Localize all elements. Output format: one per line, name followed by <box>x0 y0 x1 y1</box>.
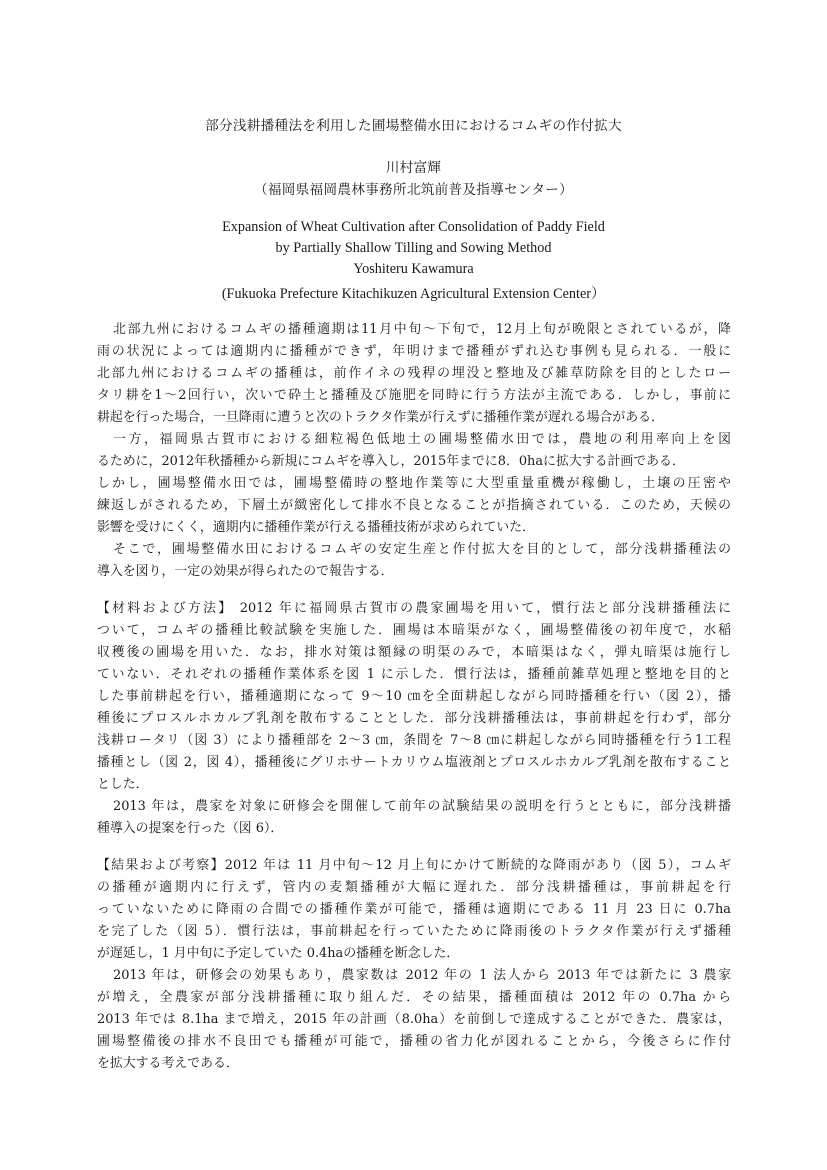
intro-line: しかし，圃場整備水田では，圃場整備時の整地作業等に大型重量重機が稼働し，土壌の圧密や <box>97 476 731 491</box>
results-line: 2013 年では 8.1ha まで増え，2015 年の計画（8.0ha）を前倒しで達成することができた．農家は， <box>97 1012 731 1027</box>
methods-line: 【材料および方法】 2012 年に福岡県古賀市の農家圃場を用いて，慣行法と部分浅耕播種法に <box>97 601 731 616</box>
intro-line: そこで，圃場整備水田におけるコムギの安定生産と作付拡大を目的として，部分浅耕播種法の <box>113 542 731 557</box>
paper-title-en-line-2: by Partially Shallow Tilling and Sowing Method <box>275 240 552 256</box>
results-line: 2013 年は，研修会の効果もあり，農家数は 2012 年の 1 法人から 2013 年では新たに 3 農家 <box>113 968 731 983</box>
results-line: が遅延し，1 月中旬に予定していた 0.4haの播種を断念した． <box>97 946 460 961</box>
results-line: の播種が適期内に行えず，管内の麦類播種が大幅に遅れた．部分浅耕播種は，事前耕起を行 <box>97 880 731 895</box>
methods-line: ていない．それぞれの播種作業体系を図 1 に示した．慣行法は，播種前雑草処理と整地を目的と <box>97 667 731 682</box>
affiliation-ja: （福岡県福岡農林事務所北筑前普及指導センター） <box>253 182 573 198</box>
results-line: が増え，全農家が部分浅耕播種に取り組んだ．その結果，播種面積は 2012 年の 0.7ha から <box>97 990 731 1005</box>
affiliation-en: (Fukuoka Prefecture Kitachikuzen Agricultural Extension Center） <box>221 286 606 302</box>
methods-line: 浅耕ロータリ（図 3）により播種部を 2～3 ㎝，条間を 7～8 ㎝に耕起しながら同時播種を行う1工程 <box>97 733 731 748</box>
intro-line: 耕起を行った場合，一旦降雨に遭うと次のトラクタ作業が行えずに播種作業が遅れる場合がある． <box>97 410 664 425</box>
intro-line: 北部九州におけるコムギの播種適期は11月中旬～下旬で，12月上旬が晩限とされているが，降 <box>113 322 731 337</box>
methods-line: 種後にプロスルホカルブ乳剤を散布することとした．部分浅耕播種法は，事前耕起を行わず，部分 <box>97 711 731 726</box>
paper-title-ja: 部分浅耕播種法を利用した圃場整備水田におけるコムギの作付拡大 <box>205 118 622 134</box>
intro-line: 影響を受けにくく，適期内に播種作業が行える播種技術が求められていた． <box>97 520 536 535</box>
methods-line: 2013 年は，農家を対象に研修会を開催して前年の試験結果の説明を行うとともに，部分浅耕播 <box>113 799 731 814</box>
methods-line: ついて，コムギの播種比較試験を実施した．圃場は本暗渠がなく，圃場整備後の初年度で，水稲 <box>97 623 731 638</box>
paper-title-en-line-1: Expansion of Wheat Cultivation after Consolidation of Paddy Field <box>222 219 605 235</box>
intro-line: 導入を図り，一定の効果が得られたので報告する． <box>97 564 394 579</box>
results-line: 【結果および考察】2012 年は 11 月中旬～12 月上旬にかけて断続的な降雨があり（図 5），コムギ <box>97 858 731 873</box>
methods-line: 収穫後の圃場を用いた．なお，排水対策は額縁の明渠のみで，本暗渠はなく，弾丸暗渠は施行し <box>97 645 731 660</box>
results-line: っていないために降雨の合間での播種作業が可能で，播種は適期にである 11 月 23 日に 0.7ha <box>97 902 731 917</box>
intro-line: るために，2012年秋播種から新規にコムギを導入し，2015年までに8．0haに拡大する計画である． <box>97 454 685 469</box>
results-line: 圃場整備後の排水不良田でも播種が可能で，播種の省力化が図れることから，今後さらに作付 <box>97 1034 731 1049</box>
intro-line: 一方，福岡県古賀市における細粒褐色低地土の圃場整備水田では，農地の利用率向上を図 <box>113 432 731 447</box>
methods-line: した事前耕起を行い，播種適期になって 9～10 ㎝を全面耕起しながら同時播種を行い（図 2），播 <box>97 689 731 704</box>
author-name-en: Yoshiteru Kawamura <box>353 261 474 277</box>
methods-line: 種導入の提案を行った（図 6）． <box>97 821 284 836</box>
methods-line: とした． <box>97 777 149 792</box>
intro-line: 北部九州におけるコムギの播種は，前作イネの残稈の埋没と整地及び雑草防除を目的としたロー <box>97 366 731 381</box>
intro-line: 練返しがされるため，下層土が緻密化して排水不良となることが指摘されている．このため，天候の <box>97 498 731 513</box>
author-name-ja: 川村富輝 <box>385 160 442 176</box>
intro-line: 雨の状況によっては適期内に播種ができず，年明けまで播種がずれ込む事例も見られる．一般に <box>97 344 731 359</box>
results-line: を拡大する考えである． <box>97 1056 239 1071</box>
intro-line: タリ耕を1～2回行い，次いで砕土と播種及び施肥を同時に行う方法が主流である．しかし，事前に <box>97 388 731 403</box>
results-line: を完了した（図 5）．慣行法は，事前耕起を行っていたために降雨後のトラクタ作業が行えず播種 <box>97 924 731 939</box>
methods-line: 播種とし（図 2，図 4），播種後にグリホサートカリウム塩液剤とプロスルホカルブ乳剤を散布すること <box>97 755 731 770</box>
